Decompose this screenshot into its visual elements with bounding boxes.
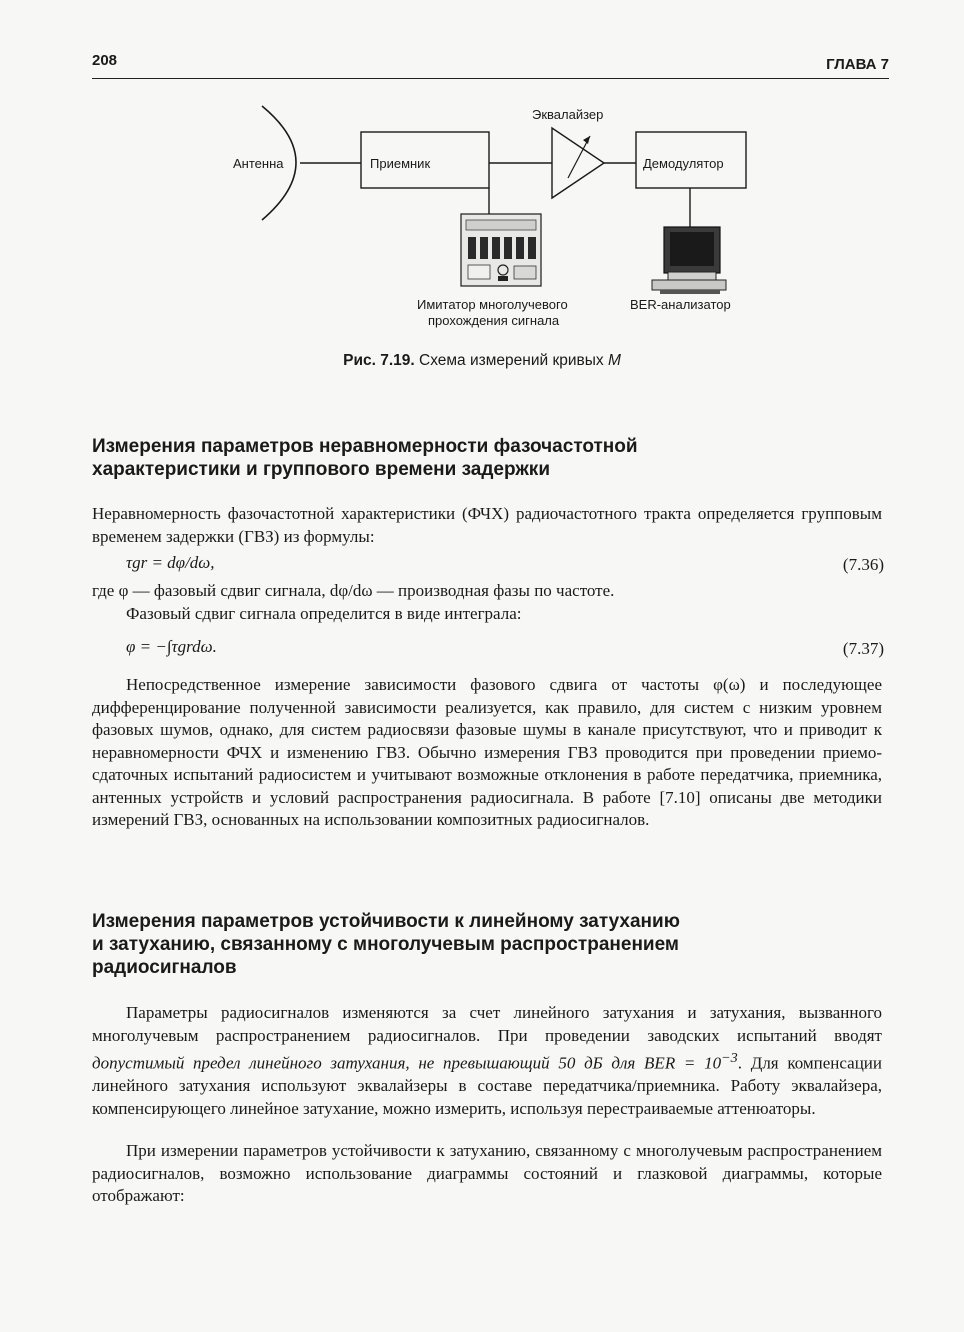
equation-number: (7.37) (842, 639, 884, 658)
section-title-attenuation (92, 910, 882, 979)
receiver-label: Приемник (370, 156, 431, 171)
paragraph: где φ — фазовый сдвиг сигнала, dφ/dω — производная фазы по частоте. (92, 581, 615, 600)
paragraph: Непосредственное измерение зависимости фазового сдвига от частоты φ(ω) и последующее дифференцирование полученной зависимости реализуется, как правило, для систем с низким уровнем фазовых шумов, однако, для систем радиосвязи фазовые шумы в канале присутствуют, что и приводит к неравномерности ФЧХ и изменению ГВЗ. Обычно измерения ГВЗ проводится при проведении приемо-сдаточных испытаний радиосистем и учитывают возможные отклонения в работе передатчика, приемника, антенных устройств и условий распространения радиосигнала. В работе [7.10] описаны две методики измерений ГВЗ, основанных на использовании композитных радиосигналов. (92, 675, 882, 829)
chapter-title: ГЛАВА 7 (826, 56, 889, 73)
equalizer-triangle-icon (552, 128, 604, 198)
ber-analyzer-computer-icon (652, 227, 726, 294)
equation-7-36: τgr = dφ/dω, (126, 553, 215, 572)
paragraph: При измерении параметров устойчивости к затуханию, связанному с многолучевым распространением радиосигналов, возможно использование диаграммы состояний и глазковой диаграммы, которые отображают: (92, 1141, 882, 1205)
figure-caption-text: Схема измерений кривых (419, 352, 608, 369)
section-title-line: Измерения параметров устойчивости к линейному затуханию (92, 911, 680, 932)
paragraph (92, 1002, 882, 1120)
paragraph-text: Параметры радиосигналов изменяются за счет линейного затухания и затухания, вызванного многолучевым распространением радиосигналов. При проведении заводских испытаний вводят (92, 1003, 882, 1045)
section-title-line: радиосигналов (92, 957, 237, 978)
paragraph-text: . Для компенсации линейного затухания используют эквалайзеры в составе передатчика/приемника. Работу эквалайзера, компенсирующего линейное затухание, можно измерить, используя перестраиваемые аттенюаторы. (92, 1053, 882, 1118)
measurement-diagram (0, 92, 964, 342)
antenna-label: Антенна (233, 156, 284, 171)
section-title-line: характеристики и группового времени задержки (92, 459, 550, 480)
section-title-line: Измерения параметров неравномерности фазочастотной (92, 436, 638, 457)
section-title-phase (92, 435, 882, 481)
simulator-label-line1: Имитатор многолучевого (417, 297, 568, 312)
paragraph: Фазовый сдвиг сигнала определится в виде интеграла: (126, 604, 522, 623)
page-number: 208 (92, 52, 118, 69)
page-header (92, 50, 889, 79)
paragraph: Неравномерность фазочастотной характеристики (ФЧХ) радиочастотного тракта определяется групповым временем задержки (ГВЗ) из формулы: (92, 504, 882, 546)
equalizer-label: Эквалайзер (532, 107, 604, 122)
equation-7-37: φ = −∫τgrdω. (126, 637, 217, 656)
equation-number: (7.36) (842, 555, 884, 574)
figure-caption (0, 352, 964, 370)
emphasis-text: допустимый предел линейного затухания, не превышающий 50 дБ для BER = 10 (92, 1053, 722, 1073)
superscript: −3 (721, 1050, 738, 1066)
section-title-line: и затуханию, связанному с многолучевым распространением (92, 934, 679, 955)
ber-analyzer-label: BER-анализатор (630, 297, 731, 312)
simulator-label-line2: прохождения сигнала (428, 313, 560, 328)
demodulator-label: Демодулятор (643, 156, 724, 171)
figure-caption-variable: M (607, 352, 621, 369)
figure-number: Рис. 7.19. (343, 352, 415, 369)
multipath-simulator-icon (461, 214, 541, 286)
